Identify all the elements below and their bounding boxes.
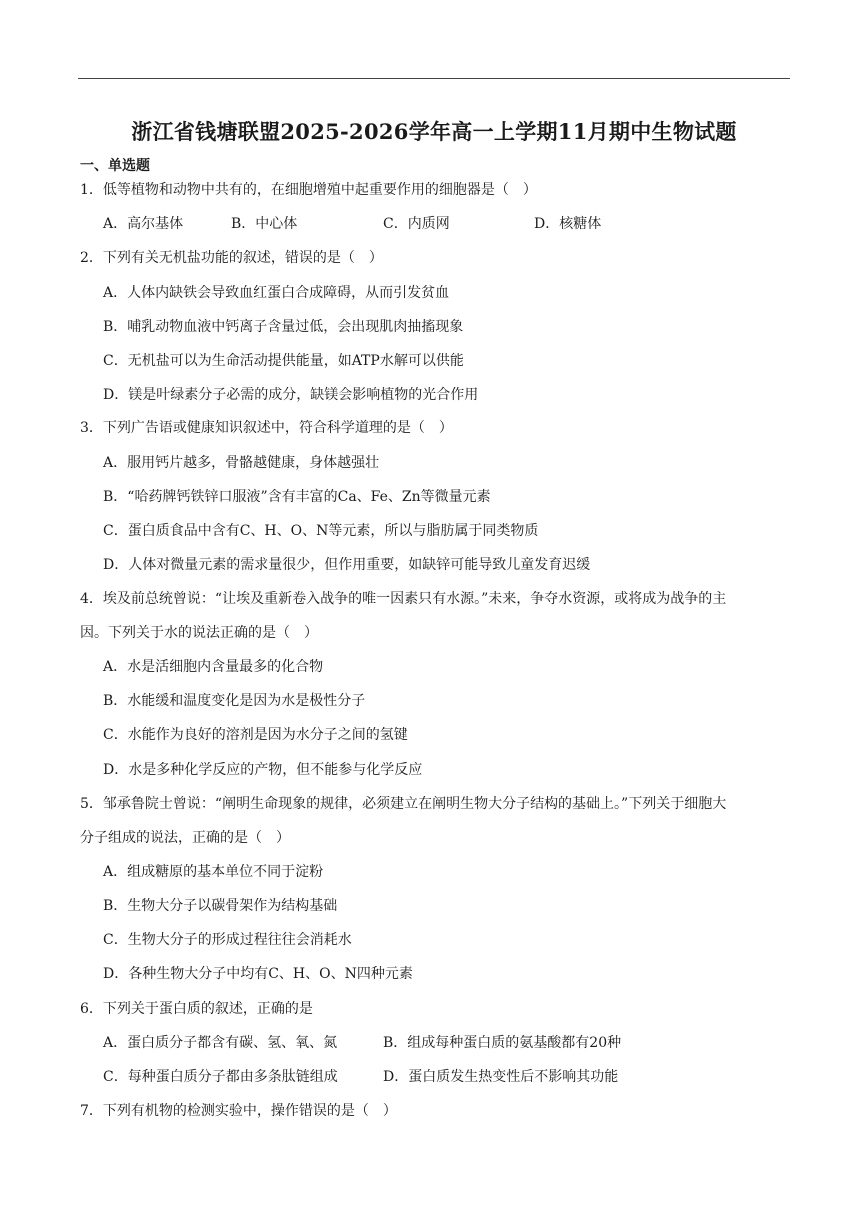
option-a[interactable]: A．蛋白质分子都含有碳、氢、氧、氮 — [103, 1035, 338, 1051]
option-c[interactable]: C．每种蛋白质分子都由多条肽链组成 — [103, 1069, 338, 1085]
question-2-stem: 2．下列有关无机盐功能的叙述，错误的是（ ） — [80, 250, 383, 266]
option-d[interactable]: D．人体对微量元素的需求量很少，但作用重要，如缺锌可能导致儿童发育迟缓 — [103, 557, 591, 573]
question-7-stem: 7．下列有机物的检测实验中，操作错误的是（ ） — [80, 1103, 397, 1119]
option-b[interactable]: B．中心体 — [231, 216, 298, 232]
question-4-stem: 4．埃及前总统曾说：“让埃及重新卷入战争的唯一因素只有水源。”未来，争夺水资源，或将成为战争的主 — [80, 591, 727, 607]
option-a[interactable]: A．水是活细胞内含量最多的化合物 — [103, 659, 324, 675]
option-d[interactable]: D．各种生物大分子中均有C、H、O、N四种元素 — [103, 966, 413, 982]
question-4-stem-cont: 因。下列关于水的说法正确的是（ ） — [80, 625, 318, 641]
option-c[interactable]: C．内质网 — [383, 216, 450, 232]
option-a[interactable]: A．服用钙片越多，骨骼越健康，身体越强壮 — [103, 455, 380, 471]
question-5-stem-cont: 分子组成的说法，正确的是（ ） — [80, 830, 290, 846]
question-6-stem: 6．下列关于蛋白质的叙述，正确的是 — [80, 1001, 313, 1017]
section-heading: 一、单选题 — [80, 158, 150, 174]
option-c[interactable]: C．水能作为良好的溶剂是因为水分子之间的氢键 — [103, 727, 408, 743]
option-b[interactable]: B．“哈药牌钙铁锌口服液”含有丰富的Ca、Fe、Zn等微量元素 — [103, 489, 491, 505]
header-rule — [78, 78, 790, 79]
option-a[interactable]: A．人体内缺铁会导致血红蛋白合成障碍，从而引发贫血 — [103, 285, 450, 301]
option-d[interactable]: D．核糖体 — [534, 216, 602, 232]
option-d[interactable]: D．镁是叶绿素分子必需的成分，缺镁会影响植物的光合作用 — [103, 387, 479, 403]
option-c[interactable]: C．生物大分子的形成过程往往会消耗水 — [103, 932, 352, 948]
option-a[interactable]: A．组成糖原的基本单位不同于淀粉 — [103, 864, 324, 880]
option-d[interactable]: D．水是多种化学反应的产物，但不能参与化学反应 — [103, 762, 423, 778]
option-c[interactable]: C．无机盐可以为生命活动提供能量，如ATP水解可以供能 — [103, 353, 464, 369]
question-5-stem: 5．邹承鲁院士曾说：“阐明生命现象的规律，必须建立在阐明生物大分子结构的基础上。”下列关于细胞大 — [80, 796, 727, 812]
option-c[interactable]: C．蛋白质食品中含有C、H、O、N等元素，所以与脂肪属于同类物质 — [103, 523, 539, 539]
page-title: 浙江省钱塘联盟2025-2026学年高一上学期11月期中生物试题 — [131, 119, 737, 144]
option-b[interactable]: B．哺乳动物血液中钙离子含量过低，会出现肌肉抽搐现象 — [103, 319, 464, 335]
option-b[interactable]: B．组成每种蛋白质的氨基酸都有20种 — [383, 1035, 622, 1051]
question-1-stem: 1．低等植物和动物中共有的，在细胞增殖中起重要作用的细胞器是（ ） — [80, 182, 537, 198]
option-d[interactable]: D．蛋白质发生热变性后不影响其功能 — [383, 1069, 619, 1085]
option-b[interactable]: B．水能缓和温度变化是因为水是极性分子 — [103, 693, 366, 709]
question-3-stem: 3．下列广告语或健康知识叙述中，符合科学道理的是（ ） — [80, 420, 453, 436]
option-a[interactable]: A．高尔基体 — [103, 216, 184, 232]
option-b[interactable]: B．生物大分子以碳骨架作为结构基础 — [103, 898, 338, 914]
